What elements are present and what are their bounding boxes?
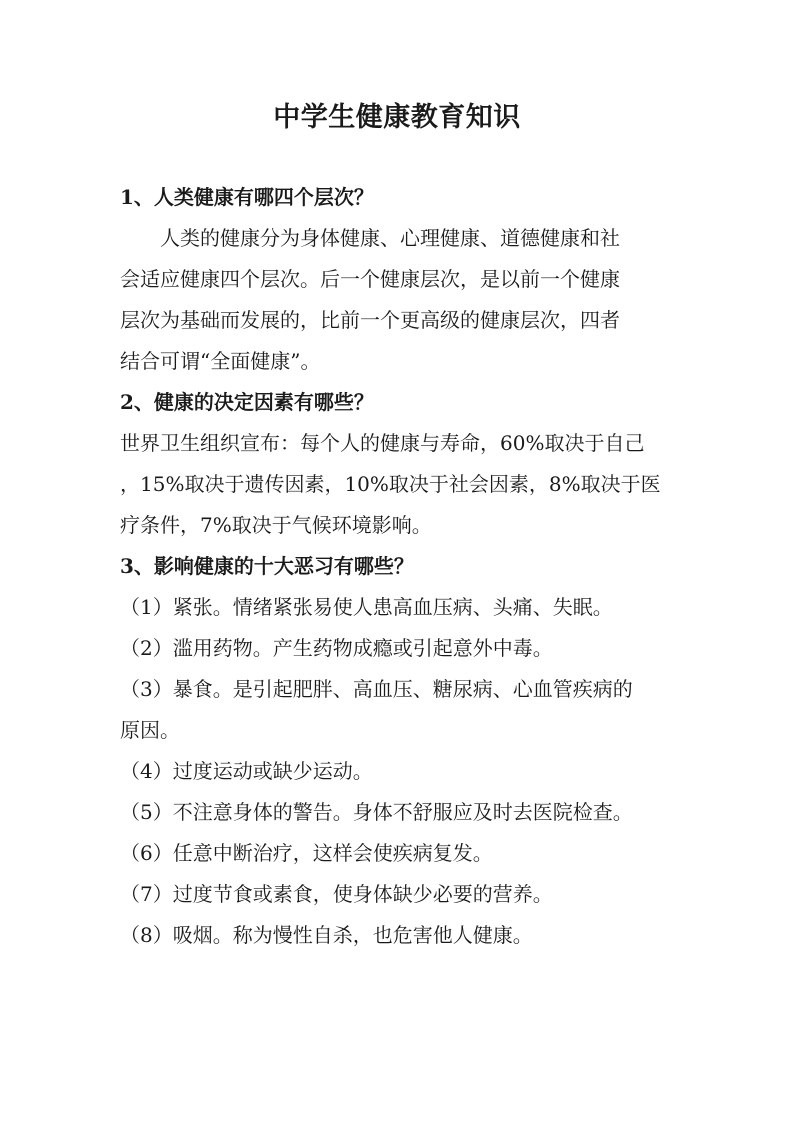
list-item: （1）紧张。情绪紧张易使人患高血压病、头痛、失眠。 [120,595,613,619]
list-item-continuation: 原因。 [120,718,180,742]
section-3 [120,546,676,956]
paragraph-line: 层次为基础而发展的，比前一个更高级的健康层次，四者 [120,308,620,332]
section-heading: 2、健康的决定因素有哪些？ [120,390,374,414]
paragraph-line: 结合可谓“全面健康”。 [120,349,321,373]
list-item: （6）任意中断治疗，这样会使疾病复发。 [120,841,493,865]
section-1 [120,177,676,382]
paragraph-line: ，15%取决于遗传因素，10%取决于社会因素，8%取决于医 [120,472,661,496]
section-2 [120,382,676,546]
list-item: （7）过度节食或素食，使身体缺少必要的营养。 [120,882,553,906]
list-item: （3）暴食。是引起肥胖、高血压、糖尿病、心血管疾病的 [120,677,633,701]
paragraph-line: 世界卫生组织宣布：每个人的健康与寿命，60%取决于自己 [120,431,645,455]
list-item: （8）吸烟。称为慢性自杀，也危害他人健康。 [120,923,533,947]
list-item: （4）过度运动或缺少运动。 [120,759,373,783]
paragraph-line: 人类的健康分为身体健康、心理健康、道德健康和社 [160,226,620,250]
list-item: （2）滥用药物。产生药物成瘾或引起意外中毒。 [120,636,553,660]
section-heading: 1、人类健康有哪四个层次？ [120,185,374,209]
document-title: 中学生健康教育知识 [273,102,521,133]
section-heading: 3、影响健康的十大恶习有哪些？ [120,554,414,578]
paragraph-line: 疗条件，7%取决于气候环境影响。 [120,513,432,537]
document-body [120,177,676,956]
list-item: （5）不注意身体的警告。身体不舒服应及时去医院检查。 [120,800,633,824]
paragraph-line: 会适应健康四个层次。后一个健康层次，是以前一个健康 [120,267,620,291]
